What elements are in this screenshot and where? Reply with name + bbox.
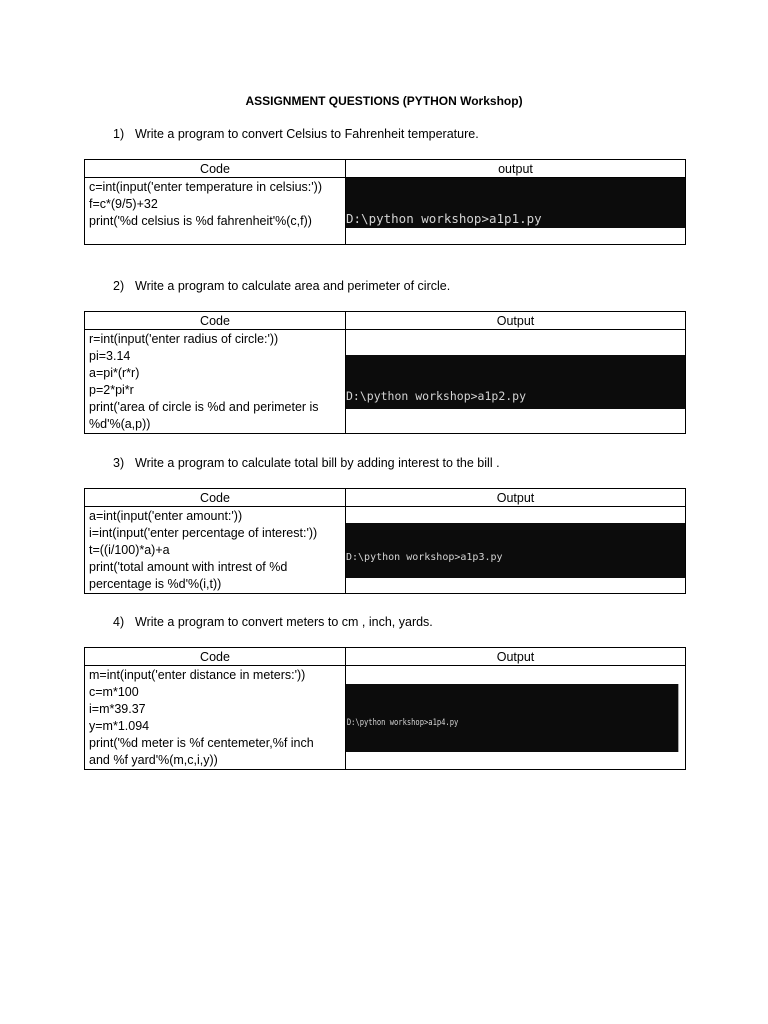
code-line: %d'%(a,p)): [89, 417, 151, 431]
code-cell: [85, 330, 346, 434]
code-line: print('total amount with intrest of %d: [89, 560, 288, 574]
output-cell: [346, 330, 686, 434]
terminal-screenshot: [346, 355, 685, 409]
code-line: a=int(input('enter amount:')): [89, 509, 243, 523]
code-line: p=2*pi*r: [89, 383, 134, 397]
code-cell: [85, 666, 346, 770]
answer-table-2: [84, 311, 686, 434]
answer-table-1: [84, 159, 686, 245]
code-line: print('%d meter is %f centemeter,%f inch: [89, 736, 314, 750]
question-number: 2): [113, 279, 125, 293]
code-header: Code: [85, 489, 346, 507]
output-cell: [346, 507, 686, 594]
answer-table-4: [84, 647, 686, 770]
answer-table-3: [84, 488, 686, 594]
code-line: i=int(input('enter percentage of interest:')): [89, 526, 318, 540]
code-line: c=int(input('enter temperature in celsius:')): [89, 180, 322, 194]
question-text: Write a program to convert Celsius to Fahrenheit temperature.: [135, 127, 479, 141]
code-line: r=int(input('enter radius of circle:')): [89, 332, 279, 346]
terminal-line: D:\python workshop>a1p2.py: [346, 388, 527, 403]
code-line: i=m*39.37: [89, 702, 146, 716]
output-header: Output: [346, 489, 686, 507]
question-text: Write a program to calculate total bill by adding interest to the bill .: [135, 456, 500, 470]
code-header: Code: [85, 160, 346, 178]
code-line: print('area of circle is %d and perimeter is: [89, 400, 319, 414]
question-number: 4): [113, 615, 125, 629]
code-line: print('%d celsius is %d fahrenheit'%(c,f)): [89, 214, 312, 228]
question-number: 3): [113, 456, 125, 470]
code-line: y=m*1.094: [89, 719, 150, 733]
code-line: c=m*100: [89, 685, 139, 699]
question-text: Write a program to convert meters to cm , inch, yards.: [135, 615, 433, 629]
terminal-line: D:\python workshop>a1p3.py: [346, 551, 503, 563]
code-cell: [85, 507, 346, 594]
output-header: output: [346, 160, 686, 178]
question-2: [113, 279, 450, 293]
code-header: Code: [85, 648, 346, 666]
output-cell: [346, 178, 686, 245]
page-title: ASSIGNMENT QUESTIONS (PYTHON Workshop): [245, 94, 523, 108]
terminal-screenshot: [346, 684, 678, 752]
question-4: [113, 615, 433, 629]
code-line: t=((i/100)*a)+a: [89, 543, 170, 557]
terminal-line: D:\python workshop>a1p4.py: [346, 716, 459, 727]
terminal-line: D:\python workshop>a1p1.py: [346, 211, 542, 226]
question-text: Write a program to calculate area and perimeter of circle.: [135, 279, 451, 293]
code-header: Code: [85, 312, 346, 330]
question-1: [113, 127, 479, 141]
code-cell: [85, 178, 346, 245]
code-line: pi=3.14: [89, 349, 131, 363]
output-header: Output: [346, 648, 686, 666]
output-header: Output: [346, 312, 686, 330]
terminal-screenshot: [346, 523, 685, 578]
code-line: and %f yard'%(m,c,i,y)): [89, 753, 218, 767]
terminal-screenshot: [346, 178, 685, 228]
code-line: a=pi*(r*r): [89, 366, 140, 380]
code-line: percentage is %d'%(i,t)): [89, 577, 222, 591]
question-number: 1): [113, 127, 125, 141]
code-line: f=c*(9/5)+32: [89, 197, 158, 211]
question-3: [113, 456, 500, 470]
code-line: m=int(input('enter distance in meters:')): [89, 668, 306, 682]
output-cell: [346, 666, 686, 770]
